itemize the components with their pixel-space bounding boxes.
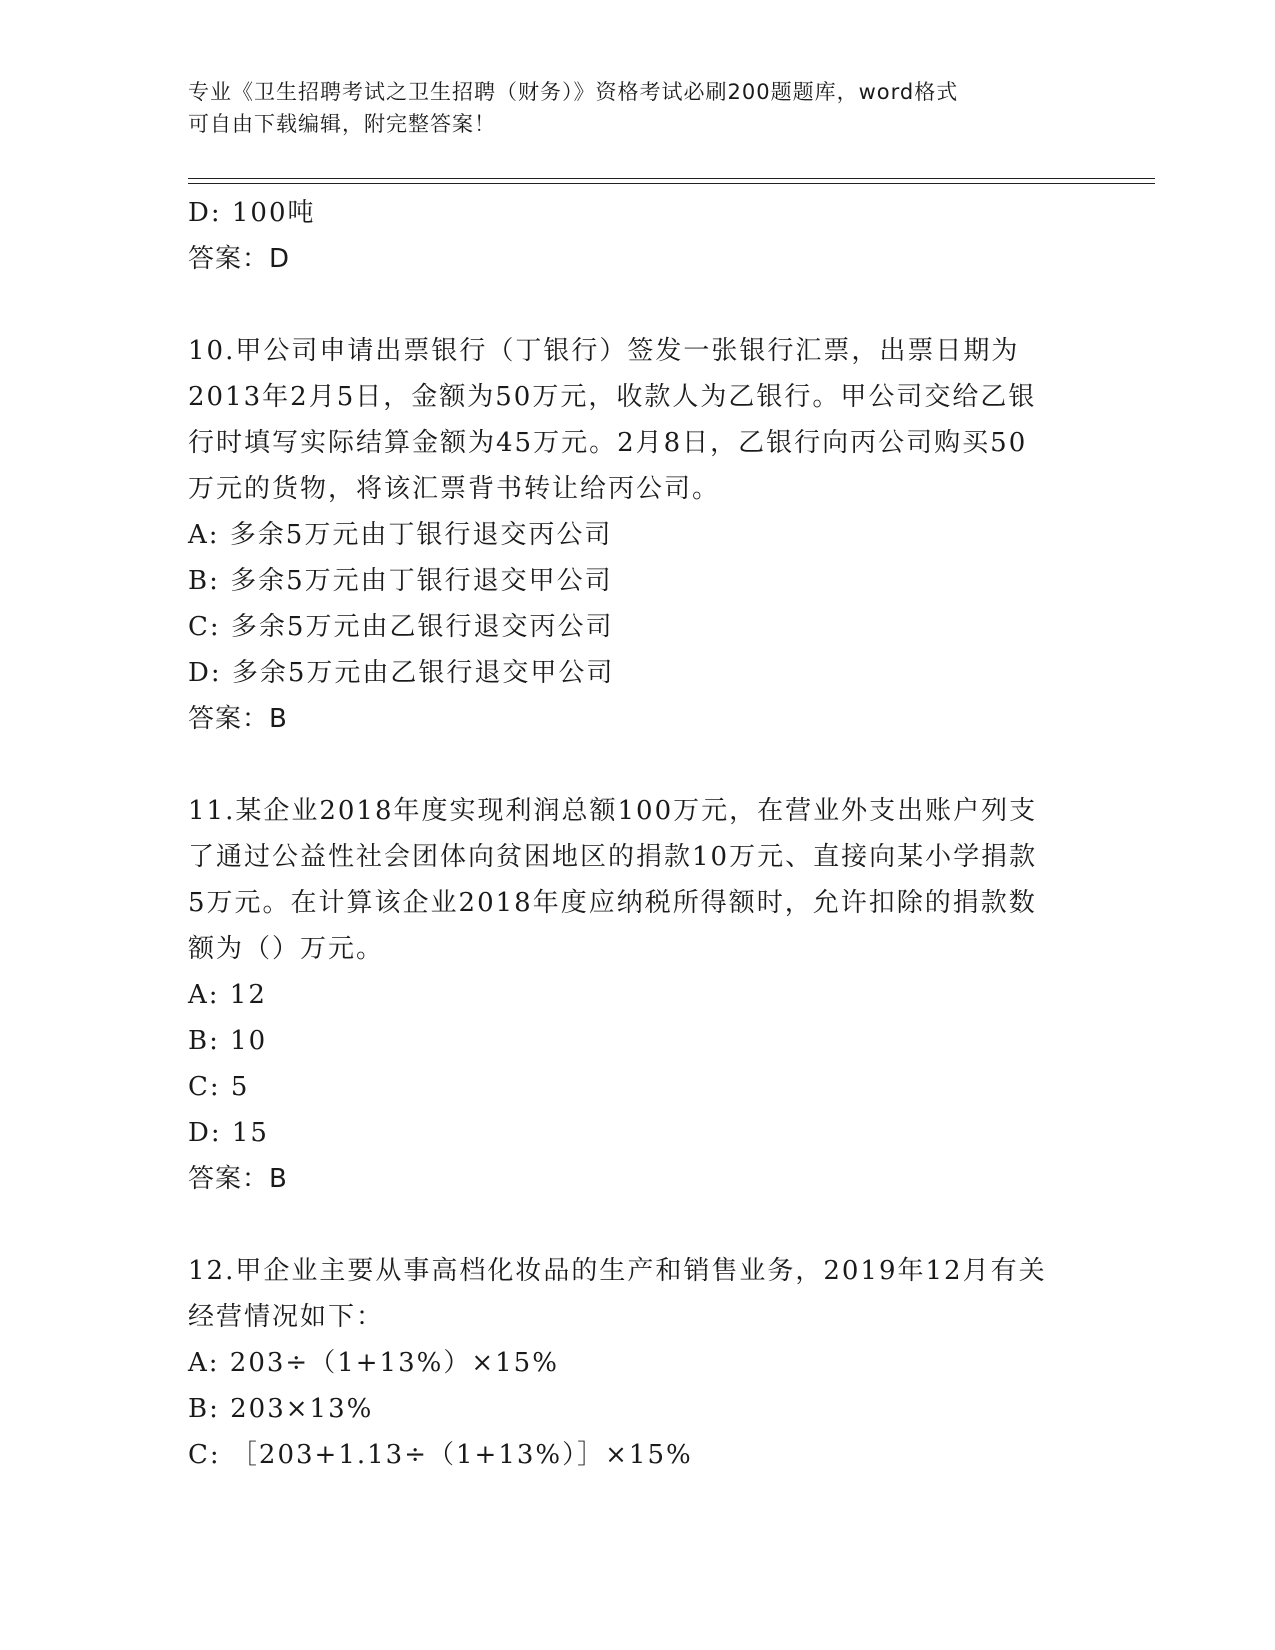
answer-line: 答案：B [188,1164,288,1194]
header-divider-bottom [188,183,1155,184]
question-10 [188,328,1088,742]
question-stem-line: 11.某企业2018年度实现利润总额100万元，在营业外支出账户列支 [188,796,1038,826]
question-12 [188,1248,1088,1478]
option-c: C: 5 [188,1072,250,1102]
header-line-1: 专业《卫生招聘考试之卫生招聘（财务）》资格考试必刷200题题库，word格式 [188,80,959,104]
spacer [188,742,1088,788]
spacer [188,1202,1088,1248]
header-line-2: 可自由下载编辑，附完整答案！ [188,112,496,136]
option-b: B: 多余5万元由丁银行退交甲公司 [188,566,613,596]
question-stem-line: 5万元。在计算该企业2018年度应纳税所得额时，允许扣除的捐款数 [188,888,1037,918]
question-9-tail [188,190,1088,282]
answer-line: 答案：B [188,704,288,734]
question-stem-line: 2013年2月5日，金额为50万元，收款人为乙银行。甲公司交给乙银 [188,382,1037,412]
question-stem-line: 了通过公益性社会团体向贫困地区的捐款10万元、直接向某小学捐款 [188,842,1038,872]
document-header [188,76,1088,140]
option-c: C: ［203+1.13÷（1+13%）］×15% [188,1440,693,1470]
question-stem-line: 行时填写实际结算金额为45万元。2月8日，乙银行向丙公司购买50 [188,428,1028,458]
question-stem-line: 10.甲公司申请出票银行（丁银行）签发一张银行汇票，出票日期为 [188,336,1020,366]
option-a: A: 12 [188,980,267,1010]
question-stem-line: 12.甲企业主要从事高档化妆品的生产和销售业务，2019年12月有关 [188,1256,1047,1286]
header-divider-top [188,178,1155,179]
option-a: A: 多余5万元由丁银行退交丙公司 [188,520,613,550]
option-d: D: 100吨 [188,198,316,228]
question-stem-line: 额为（）万元。 [188,934,385,964]
option-d: D: 15 [188,1118,269,1148]
question-11 [188,788,1088,1202]
answer-line: 答案：D [188,244,291,274]
question-content [188,190,1088,1478]
option-b: B: 203×13% [188,1394,374,1424]
option-b: B: 10 [188,1026,268,1056]
option-c: C: 多余5万元由乙银行退交丙公司 [188,612,614,642]
option-d: D: 多余5万元由乙银行退交甲公司 [188,658,615,688]
option-a: A: 203÷（1+13%）×15% [188,1348,559,1378]
question-stem-line: 万元的货物，将该汇票背书转让给丙公司。 [188,474,721,504]
question-stem-line: 经营情况如下： [188,1302,385,1332]
spacer [188,282,1088,328]
